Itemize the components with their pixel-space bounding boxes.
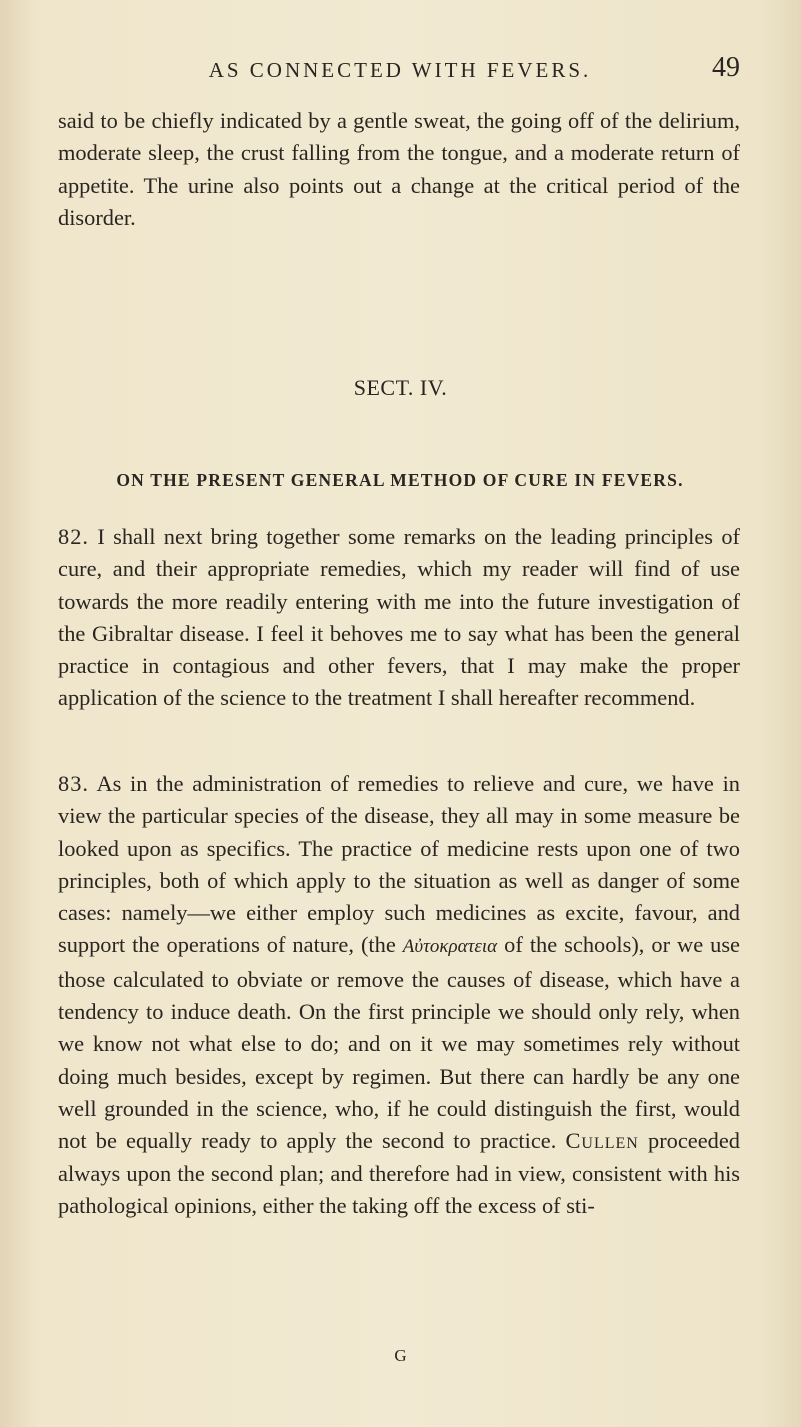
paragraph-text: of the schools), or we use those calculated to obviate or remove the causes of disease, which have a tendency to induce death. On the first principle we should only rely, when we know not what else to do; and on it we may sometimes rely without doing much besides, except by regimen. But there can hardly be any one well grounded in the science, who, if he could distinguish the first, would not be equally ready to apply the second to practice. [58, 932, 740, 1154]
paragraph-number: 82. [58, 524, 89, 549]
author-name: Cullen [565, 1128, 639, 1154]
paragraph-82 [58, 521, 740, 715]
paragraph-83 [58, 768, 740, 1222]
paragraph-continuation: said to be chiefly indicated by a gentle sweat, the going off of the delirium, moderate sleep, the crust falling from the tongue, and a moderate return of appetite. The urine also points out a change at the critical period of the disorder. [58, 108, 740, 230]
paragraph-text: proceeded always upon the second plan; and therefore had in view, consistent with his pathological opinions, either the taking off the excess of sti- [58, 1128, 740, 1218]
page-header [60, 52, 740, 92]
greek-term: Αὐτοκρατεια [402, 936, 498, 958]
paragraph-text: I shall next bring together some remarks on the leading principles of cure, and their appropriate remedies, which my reader will find of use towards the more readily entering with me into the future investigation of the Gibraltar disease. I feel it behoves me to say what has been the general practice in contagious and other fevers, that I may make the proper application of the science to the treatment I shall hereafter recommend. [58, 524, 740, 711]
paragraph-number: 83. [58, 771, 89, 796]
signature-mark: G [394, 1346, 407, 1365]
page-number: 49 [712, 52, 740, 83]
paragraph-text: As in the administration of remedies to relieve and cure, we have in view the particular species of the disease, they all may in some measure be looked upon as specifics. The practice of medicine rests upon one of two principles, both of which apply to the situation as well as danger of some cases: namely—we either employ such medicines as excite, favour, and support the operations of nature, (the [58, 771, 740, 958]
section-title: SECT. IV. [353, 375, 448, 400]
running-head: AS CONNECTED WITH FEVERS. [208, 58, 592, 82]
section-subtitle: ON THE PRESENT GENERAL METHOD OF CURE IN FEVERS. [116, 470, 684, 490]
